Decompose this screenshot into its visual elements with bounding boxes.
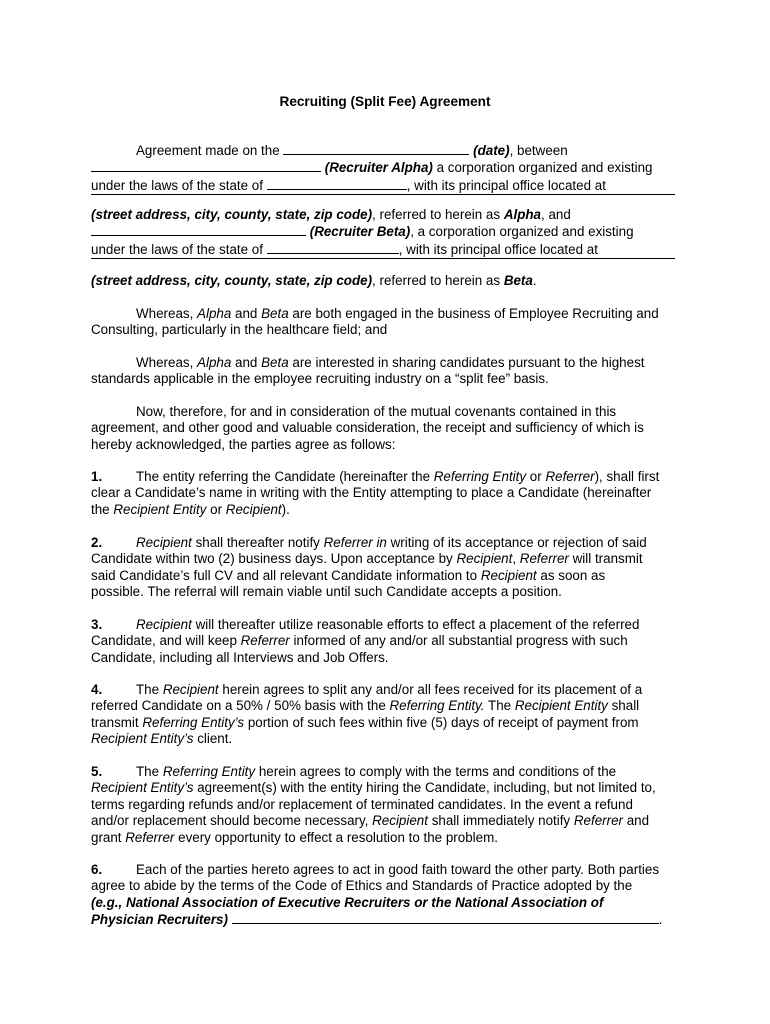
recruiter-beta-blank[interactable] xyxy=(91,223,306,236)
whereas-text: and xyxy=(235,355,258,370)
section-5 xyxy=(91,764,681,846)
recruiter-beta-label: (Recruiter Beta) xyxy=(309,224,411,240)
section-text: The xyxy=(136,764,160,779)
section-text: Recipient xyxy=(372,813,428,829)
section-number: 4. xyxy=(91,682,103,697)
section-text: Recipient xyxy=(162,682,219,697)
section-text: and/or replacement should become necessary, xyxy=(91,813,369,829)
section-1-line-1 xyxy=(91,469,681,485)
section-text: Recipient Entity xyxy=(113,501,207,517)
section-text: Candidate, and will keep xyxy=(91,633,237,649)
section-number: 5. xyxy=(91,764,103,779)
section-2-line-3 xyxy=(91,568,681,584)
section-text: Recipient Entity xyxy=(514,698,608,714)
section-text: as soon as xyxy=(540,567,606,583)
section-1-line-3 xyxy=(91,502,681,518)
intro-line-2 xyxy=(91,159,681,176)
section-text: client. xyxy=(197,731,233,747)
section-text: Referrer xyxy=(545,469,595,484)
section-text: or xyxy=(210,501,223,517)
whereas-2-line-1 xyxy=(91,355,681,371)
whereas-text: Whereas, xyxy=(136,306,194,321)
section-text: Recipient xyxy=(225,501,282,517)
section-3-line-2 xyxy=(91,633,681,649)
section-6-line-4 xyxy=(91,911,681,928)
section-2-line-2 xyxy=(91,551,681,567)
section-6-line-2: agree to abide by the terms of the Code of Ethics and Standards of Practice adopted by the xyxy=(91,878,633,894)
now-therefore-line-1: Now, therefore, for and in consideration of the mutual covenants contained in this xyxy=(136,404,617,419)
section-text: Referring Entity xyxy=(162,764,256,779)
section-text: Recipient Entity’s xyxy=(91,780,194,796)
now-therefore-line-3: hereby acknowledged, the parties agree as follows: xyxy=(91,436,396,452)
section-text: shall immediately notify xyxy=(431,813,571,829)
section-text: portion of such fees within five (5) days of receipt of payment from xyxy=(247,714,639,730)
whereas-1-line-2: Consulting, particularly in the healthcare field; and xyxy=(91,322,388,338)
section-text: , xyxy=(512,551,517,567)
section-text: Recipient xyxy=(456,551,513,567)
section-text: Referrer xyxy=(240,633,290,649)
section-text: herein agrees to comply with the terms and conditions of the xyxy=(258,764,617,779)
intro-paragraph xyxy=(91,142,681,194)
intro-text: , between xyxy=(509,143,568,158)
section-4 xyxy=(91,682,681,748)
section-text: The xyxy=(136,682,160,697)
whereas-text: are both engaged in the business of Employee Recruiting and xyxy=(292,306,659,321)
address-beta-blank[interactable] xyxy=(91,258,675,259)
association-blank[interactable] xyxy=(232,911,659,924)
section-text: or xyxy=(529,469,542,484)
recruiter-alpha-blank[interactable] xyxy=(91,159,321,172)
section-text: Recipient xyxy=(480,567,537,583)
section-2-line-4: possible. The referral will remain viable until such Candidate accepts a position. xyxy=(91,584,562,600)
intro-text: a corporation organized and existing xyxy=(436,160,653,176)
section-text: the xyxy=(91,501,110,517)
intro-text: , with its principal office located at xyxy=(406,177,606,193)
intro-text: . xyxy=(532,273,537,288)
intro-line-7 xyxy=(91,241,681,258)
section-text: herein agrees to split any and/or all fees received for its placement of a xyxy=(222,682,643,697)
intro-text: under the laws of the state of xyxy=(91,241,263,257)
address-label: (street address, city, county, state, zip code) xyxy=(91,207,373,222)
intro-text: under the laws of the state of xyxy=(91,177,263,193)
section-text: writing of its acceptance or rejection of said xyxy=(390,535,647,550)
section-text: and xyxy=(626,813,650,829)
state-alpha-blank[interactable] xyxy=(267,177,407,190)
section-1-line-2: clear a Candidate’s name in writing with the Entity attempting to place a Candidate (hereinafter xyxy=(91,485,652,501)
state-beta-blank[interactable] xyxy=(267,241,399,254)
intro-text: , with its principal office located at xyxy=(398,241,598,257)
intro-line-3 xyxy=(91,177,681,194)
section-5-line-3: terms regarding refunds and/or replacement of terminated candidates. In the event a refund xyxy=(91,796,633,812)
section-4-line-4 xyxy=(91,731,681,747)
section-3-line-3: Candidate, including all Interviews and Job Offers. xyxy=(91,649,389,665)
section-text: said Candidate’s full CV and all relevant Candidate information to xyxy=(91,567,478,583)
intro-line-9 xyxy=(91,273,681,289)
section-text: Recipient xyxy=(136,617,192,632)
section-text: Candidate within two (2) business days. Upon acceptance by xyxy=(91,551,453,567)
section-4-line-2 xyxy=(91,698,681,714)
section-text: The xyxy=(488,698,512,714)
now-therefore-line-2: agreement, and other good and valuable consideration, the receipt and sufficiency of which is xyxy=(91,420,644,436)
section-text: Referring Entity’s xyxy=(142,714,245,730)
section-text: Referrer in xyxy=(323,535,387,550)
section-text: Physician Recruiters) xyxy=(91,912,228,928)
address-alpha-blank[interactable] xyxy=(91,194,675,195)
whereas-1-line-1 xyxy=(91,306,681,322)
section-text: . xyxy=(658,912,663,928)
beta-label: Beta xyxy=(503,273,533,288)
section-text: grant xyxy=(91,829,122,845)
section-text: Referrer xyxy=(125,829,175,845)
section-text: shall thereafter notify xyxy=(195,535,320,550)
intro-text: , a corporation organized and existing xyxy=(410,224,634,240)
section-text: shall xyxy=(611,698,640,714)
whereas-text: are interested in sharing candidates pursuant to the highest xyxy=(292,355,645,370)
intro-text: , and xyxy=(541,207,571,222)
page-title: Recruiting (Split Fee) Agreement xyxy=(279,94,491,109)
beta-text: Beta xyxy=(261,306,289,321)
section-5-line-4 xyxy=(91,813,681,829)
section-4-line-1 xyxy=(91,682,681,698)
intro-paragraph-2 xyxy=(91,207,681,258)
section-text: informed of any and/or all substantial progress with such xyxy=(293,633,628,649)
section-text: ), shall first xyxy=(594,469,660,484)
intro-text: , referred to herein as xyxy=(372,273,501,288)
section-text: ). xyxy=(281,501,290,517)
now-therefore-paragraph xyxy=(91,404,681,453)
section-4-line-3 xyxy=(91,715,681,731)
intro-text: , referred to herein as xyxy=(372,207,501,222)
whereas-paragraph-2 xyxy=(91,355,681,388)
address-label: (street address, city, county, state, zip code) xyxy=(91,273,373,288)
whereas-paragraph-1 xyxy=(91,306,681,339)
section-text: will thereafter utilize reasonable efforts to effect a placement of the referred xyxy=(195,617,640,632)
intro-line-5 xyxy=(91,207,681,223)
section-text: Referring Entity. xyxy=(389,698,485,714)
section-text: Referring Entity xyxy=(433,469,527,484)
section-6-line-1 xyxy=(91,862,681,878)
section-text: Referrer xyxy=(519,551,569,567)
recruiter-alpha-label: (Recruiter Alpha) xyxy=(324,160,433,176)
section-3 xyxy=(91,617,681,666)
intro-text: Agreement made on the xyxy=(136,143,280,158)
whereas-2-line-2: standards applicable in the employee recruiting industry on a “split fee” basis. xyxy=(91,371,549,387)
section-text: Recipient Entity’s xyxy=(91,731,194,747)
section-6 xyxy=(91,862,681,929)
section-text: transmit xyxy=(91,714,139,730)
alpha-text: Alpha xyxy=(197,306,232,321)
section-3-line-1 xyxy=(91,617,681,633)
section-text: agreement(s) with the entity hiring the Candidate, including, but not limited to, xyxy=(197,780,656,796)
section-6-line-3: (e.g., National Association of Executive Recruiters or the National Association of xyxy=(91,894,604,910)
section-number: 6. xyxy=(91,862,103,877)
section-1 xyxy=(91,469,681,518)
intro-line-6 xyxy=(91,223,681,240)
section-number: 3. xyxy=(91,617,103,632)
whereas-text: and xyxy=(235,306,258,321)
section-text: will transmit xyxy=(572,551,643,567)
section-2 xyxy=(91,535,681,601)
section-text: Each of the parties hereto agrees to act in good faith toward the other party. Both parties xyxy=(136,862,660,877)
beta-text: Beta xyxy=(261,355,289,370)
section-2-line-1 xyxy=(91,535,681,551)
section-5-line-1 xyxy=(91,764,681,780)
section-text: referred Candidate on a 50% / 50% basis with the xyxy=(91,698,386,714)
intro-paragraph-3 xyxy=(91,273,681,289)
date-label: (date) xyxy=(473,143,510,158)
section-5-line-2 xyxy=(91,780,681,796)
alpha-label: Alpha xyxy=(503,207,542,222)
alpha-text: Alpha xyxy=(197,355,232,370)
section-number: 2. xyxy=(91,535,103,550)
section-number: 1. xyxy=(91,469,103,484)
date-blank[interactable] xyxy=(283,142,469,155)
section-5-line-5 xyxy=(91,830,681,846)
section-text: The entity referring the Candidate (hereinafter the xyxy=(136,469,431,484)
intro-line-1 xyxy=(91,142,681,159)
section-text: every opportunity to effect a resolution to the problem. xyxy=(178,829,498,845)
whereas-text: Whereas, xyxy=(136,355,194,370)
section-text: Referrer xyxy=(573,813,623,829)
section-text: Recipient xyxy=(136,535,192,550)
